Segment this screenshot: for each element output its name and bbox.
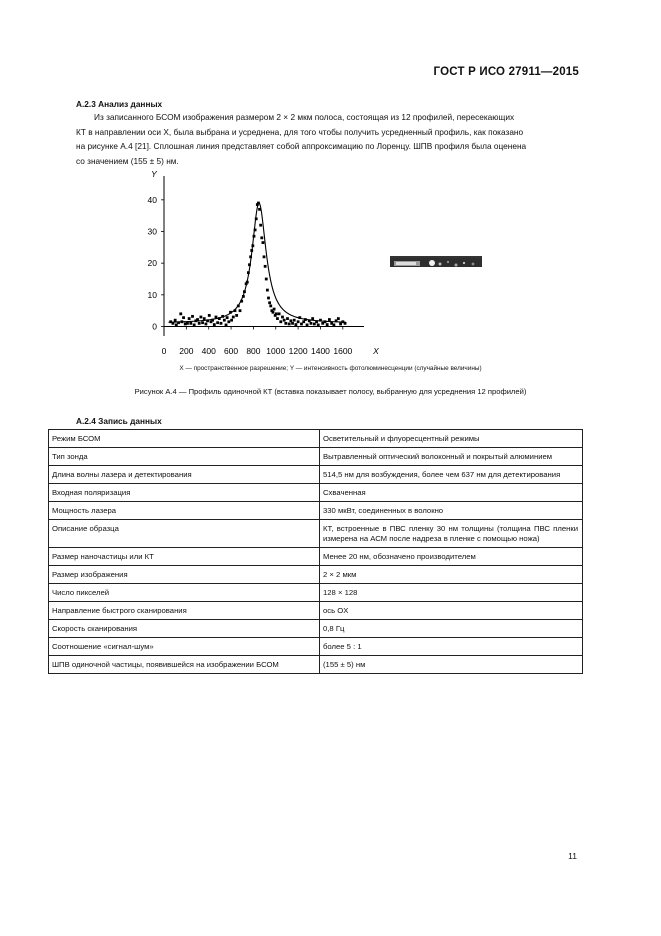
data-point	[205, 323, 208, 326]
data-point	[304, 318, 307, 321]
data-point	[215, 316, 218, 319]
paragraph-line: Из записанного БСОМ изображения размером 2 × 2 мкм полоса, состоящая из 12 профилей, пересекающих	[94, 112, 515, 122]
x-tick-label: 800	[246, 346, 261, 356]
data-point	[306, 324, 309, 327]
data-point	[324, 320, 327, 323]
data-point	[332, 324, 335, 327]
table-cell-value: 514,5 нм для возбуждения, более чем 637 нм для детектирования	[320, 466, 583, 484]
table-cell-parameter: Число пикселей	[49, 584, 320, 602]
data-point	[216, 321, 219, 324]
data-point	[253, 235, 256, 238]
data-point	[337, 317, 340, 320]
data-point	[275, 312, 278, 315]
table-row	[49, 484, 583, 502]
lorentz-fit-line	[168, 203, 345, 322]
section-a23-paragraph	[76, 110, 584, 168]
table-cell-parameter: Описание образца	[49, 520, 320, 548]
data-point	[203, 317, 206, 320]
data-point	[255, 217, 258, 220]
table-cell-value: (155 ± 5) нм	[320, 656, 583, 674]
data-point	[294, 323, 297, 326]
data-point	[266, 289, 269, 292]
data-point	[177, 321, 180, 324]
data-point	[174, 319, 177, 322]
data-point	[220, 322, 223, 325]
data-point	[311, 317, 314, 320]
data-point	[213, 323, 216, 326]
data-point	[319, 319, 322, 322]
table-cell-value: Вытравленный оптический волоконный и покрытый алюминием	[320, 448, 583, 466]
data-point	[198, 322, 201, 325]
data-point	[249, 255, 252, 258]
data-point	[317, 324, 320, 327]
x-tick-label: 400	[201, 346, 216, 356]
table-cell-parameter: Режим БСОМ	[49, 430, 320, 448]
section-title-a23: А.2.3 Анализ данных	[76, 99, 163, 109]
table-row	[49, 448, 583, 466]
data-point	[196, 318, 199, 321]
data-point	[243, 290, 246, 293]
data-point	[218, 317, 221, 320]
table-cell-value: Осветительный и флуоресцентный режимы	[320, 430, 583, 448]
y-tick-label: 40	[147, 194, 157, 205]
data-point	[262, 241, 265, 244]
data-point	[260, 236, 263, 239]
data-record-table	[48, 429, 583, 674]
document-header: ГОСТ Р ИСО 27911—2015	[433, 66, 579, 78]
data-point	[310, 322, 313, 325]
data-point	[328, 318, 331, 321]
data-point	[265, 278, 268, 281]
table-cell-parameter: Скорость сканирования	[49, 620, 320, 638]
data-point	[315, 320, 318, 323]
section-title-a24: А.2.4 Запись данных	[76, 416, 162, 426]
y-axis-label: Y	[151, 169, 157, 179]
table-row	[49, 520, 583, 548]
data-point	[251, 244, 254, 247]
data-point	[284, 322, 287, 325]
table-row	[49, 466, 583, 484]
data-point	[293, 319, 296, 322]
data-point	[267, 297, 270, 300]
table-row	[49, 430, 583, 448]
data-point	[257, 202, 260, 205]
profile-chart-svg	[140, 166, 390, 356]
data-point	[172, 322, 175, 325]
x-tick-label: 1600	[333, 346, 353, 356]
data-point	[258, 208, 261, 211]
data-point	[235, 314, 238, 317]
data-point	[227, 320, 230, 323]
table-cell-value: Менее 20 нм, обозначено производителем	[320, 548, 583, 566]
table-cell-value: 128 × 128	[320, 584, 583, 602]
table-row	[49, 602, 583, 620]
y-tick-label: 30	[147, 226, 157, 237]
table-row	[49, 620, 583, 638]
table-cell-parameter: Длина волны лазера и детектирования	[49, 466, 320, 484]
data-point	[221, 315, 224, 318]
data-point	[230, 319, 233, 322]
table-cell-parameter: Размер изображения	[49, 566, 320, 584]
data-point	[199, 316, 202, 319]
data-point	[246, 281, 249, 284]
data-point	[259, 224, 262, 227]
data-point	[269, 305, 272, 308]
table-cell-parameter: Соотношение «сигнал-шум»	[49, 638, 320, 656]
data-point	[201, 321, 204, 324]
table-row	[49, 584, 583, 602]
x-axis-label: X	[373, 346, 379, 356]
table-cell-parameter: Размер наночастицы или КТ	[49, 548, 320, 566]
data-point	[254, 229, 257, 232]
paragraph-line: КТ в направлении оси X, была выбрана и усреднена, для того чтобы получить усредненный профиль, как показано	[76, 126, 524, 137]
x-tick-label: 600	[223, 346, 239, 356]
data-point	[283, 319, 286, 322]
data-point	[289, 319, 292, 322]
data-point	[281, 316, 284, 319]
data-point	[298, 316, 301, 319]
table-cell-value: КТ, встроенные в ПВС пленку 30 нм толщины (толщина ПВС пленки измерена на АСМ после надреза в пленке с помощью ножа)	[320, 520, 583, 548]
table-cell-value: ось OX	[320, 602, 583, 620]
data-point	[223, 319, 226, 322]
table-cell-parameter: ШПВ одиночной частицы, появившейся на изображении БСОМ	[49, 656, 320, 674]
data-point	[247, 271, 250, 274]
table-cell-value: 0,8 Гц	[320, 620, 583, 638]
table-row	[49, 502, 583, 520]
y-tick-label: 10	[147, 289, 157, 300]
data-point	[208, 314, 211, 317]
data-point	[242, 295, 245, 298]
data-point	[286, 317, 289, 320]
data-point	[206, 319, 209, 322]
data-point	[239, 309, 242, 312]
data-point	[226, 316, 229, 319]
y-tick-label: 20	[147, 258, 157, 269]
table-cell-parameter: Входная поляризация	[49, 484, 320, 502]
data-point	[248, 263, 251, 266]
table-cell-parameter: Мощность лазера	[49, 502, 320, 520]
inset-strip-image	[390, 256, 482, 267]
data-point	[179, 312, 182, 315]
axis-caption: X — пространственное разрешение; Y — интенсивность фотолюминесценции (случайные величины)	[179, 365, 482, 372]
data-point	[279, 320, 282, 323]
data-point	[225, 324, 228, 327]
data-point	[264, 265, 267, 268]
data-point	[326, 323, 329, 326]
x-tick-label: 1400	[311, 346, 330, 356]
paragraph-line: на рисунке А.4 [21]. Сплошная линия представляет собой аппроксимацию по Лоренцу. ШПВ профиля была оценена	[76, 141, 527, 151]
data-point	[344, 322, 347, 325]
data-point	[182, 316, 185, 319]
data-point	[234, 309, 237, 312]
data-point	[188, 317, 191, 320]
figure-caption: Рисунок А.4 — Профиль одиночной КТ (вставка показывает полосу, выбранную для усреднения 12 профилей)	[134, 387, 527, 396]
data-point	[186, 322, 189, 325]
data-point	[191, 315, 194, 318]
table-cell-value: 2 × 2 мкм	[320, 566, 583, 584]
data-point	[308, 319, 311, 322]
data-point	[229, 311, 232, 314]
data-point	[193, 324, 196, 327]
data-point	[268, 301, 271, 304]
data-point	[278, 312, 281, 315]
data-point	[211, 319, 214, 322]
data-point	[297, 320, 300, 323]
table-cell-value: более 5 : 1	[320, 638, 583, 656]
table-row	[49, 548, 583, 566]
page-number: 11	[568, 851, 577, 861]
table-row	[49, 566, 583, 584]
table-cell-value: Схваченная	[320, 484, 583, 502]
data-point	[240, 300, 243, 303]
x-tick-label: 1200	[288, 346, 308, 356]
x-tick-label: 0	[161, 346, 167, 356]
table-row	[49, 638, 583, 656]
data-point	[276, 317, 279, 320]
data-point	[232, 316, 235, 319]
table-row	[49, 656, 583, 674]
data-point	[288, 323, 291, 326]
y-tick-label: 0	[152, 321, 157, 332]
data-point	[250, 249, 253, 252]
x-tick-label: 1000	[266, 346, 286, 356]
profile-chart	[140, 166, 390, 356]
x-tick-label: 200	[179, 346, 194, 356]
data-point	[189, 322, 192, 325]
data-point	[273, 308, 276, 311]
data-point	[263, 255, 266, 258]
data-point	[291, 322, 294, 325]
table-cell-value: 330 мкВт, соединенных в волокно	[320, 502, 583, 520]
data-point	[237, 305, 240, 308]
table-cell-parameter: Тип зонда	[49, 448, 320, 466]
paragraph-line: со значением (155 ± 5) нм.	[76, 155, 179, 166]
table-cell-parameter: Направление быстрого сканирования	[49, 602, 320, 620]
data-point	[272, 311, 275, 314]
data-point	[180, 320, 183, 323]
